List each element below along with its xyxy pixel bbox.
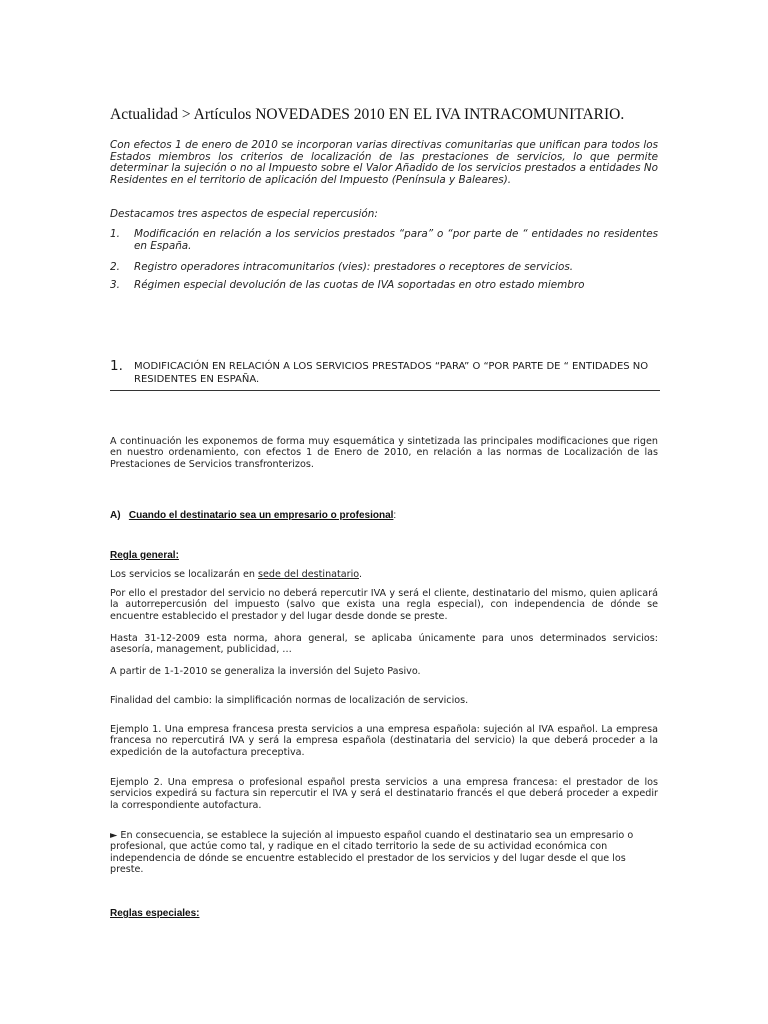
special-rules-label: Reglas especiales: <box>110 908 200 919</box>
general-rule-link: sede del destinatario <box>258 569 359 580</box>
paragraph-purpose: Finalidad del cambio: la simplificación normas de localización de servicios. <box>110 695 469 706</box>
aspect-item-2 <box>110 262 658 274</box>
section-intro-paragraph: A continuación les exponemos de forma muy esquemática y sintetizada las principales modificaciones que rigen en nuestro ordenamiento, con efectos 1 de Enero de 2010, en relación a las normas de Localización de las Prestaciones de Servicios transfronterizos. <box>110 436 658 470</box>
paragraph-reverse-charge: Por ello el prestador del servicio no deberá repercutir IVA y será el cliente, destinatario del mismo, quien aplicará la autorrepercusión del impuesto (salvo que exista una regla especial), con independencia de dónde se encuentre establecido el prestador y del lugar desde donde se preste. <box>110 588 658 622</box>
general-rule-prefix: Los servicios se localizarán en <box>110 569 259 580</box>
paragraph-previous-rule: Hasta 31-12-2009 esta norma, ahora general, se aplicaba únicamente para unos determinados servicios: asesoría, management, publicidad, … <box>110 633 658 656</box>
paragraph-example-1: Ejemplo 1. Una empresa francesa presta servicios a una empresa española: sujeción al IVA español. La empresa francesa no repercutirá IVA y será la empresa española (destinataria del servicio) la que deberá proceder a la expedición de la autofactura preceptiva. <box>110 724 658 758</box>
general-rule-paragraph <box>110 569 658 580</box>
subsection-a-label: A) <box>110 510 121 521</box>
paragraph-from-2010: A partir de 1-1-2010 se generaliza la inversión del Sujeto Pasivo. <box>110 666 421 677</box>
aspect-number: 3. <box>110 279 120 291</box>
section-title: MODIFICACIÓN EN RELACIÓN A LOS SERVICIOS PRESTADOS “PARA” O “POR PARTE DE “ ENTIDADES NO RESIDENTES EN ESPAÑA. <box>134 361 649 385</box>
paragraph-example-2: Ejemplo 2. Una empresa o profesional español presta servicios a una empresa francesa: el prestador de los servicios expedirá su factura sin repercutir el IVA y será el destinatario francés el que deberá proceder a expedir la correspondiente autofactura. <box>110 777 658 811</box>
subsection-a-text: Cuando el destinatario sea un empresario o profesional <box>128 510 394 521</box>
aspect-text: Registro operadores intracomunitarios (vies): prestadores o receptores de servicios. <box>134 261 574 273</box>
highlight-heading: Destacamos tres aspectos de especial repercusión: <box>110 208 378 220</box>
section-heading <box>110 358 660 391</box>
subsection-a-heading <box>110 510 658 521</box>
subsection-a-suffix: : <box>393 510 397 521</box>
aspect-item-1 <box>110 229 658 252</box>
section-number: 1. <box>110 358 123 374</box>
intro-paragraph: Con efectos 1 de enero de 2010 se incorporan varias directivas comunitarias que unifican para todos los Estados miembros los criterios de localización de las prestaciones de servicios, lo que permite determinar la sujeción o no al Impuesto sobre el Valor Añadido de los servicios prestados a entidades No Residentes en el territorio de aplicación del Impuesto (Península y Baleares). <box>110 139 658 186</box>
aspect-number: 1. <box>110 228 120 240</box>
paragraph-consequence: ► En consecuencia, se establece la sujeción al impuesto español cuando el destinatario sea un empresario o profesional, que actúe como tal, y radique en el citado territorio la sede de su actividad económica con independencia de dónde se encuentre establecido el prestador de los servicios y del lugar desde el que los preste. <box>110 830 634 876</box>
aspect-number: 2. <box>110 261 120 273</box>
aspect-text: Modificación en relación a los servicios prestados “para” o “por parte de “ entidades no residentes en España. <box>134 228 658 252</box>
general-rule-label: Regla general: <box>110 550 179 561</box>
aspect-item-3 <box>110 280 658 292</box>
page-title: Actualidad > Artículos NOVEDADES 2010 EN EL IVA INTRACOMUNITARIO. <box>110 106 625 123</box>
general-rule-suffix: . <box>359 569 363 580</box>
aspect-text: Régimen especial devolución de las cuotas de IVA soportadas en otro estado miembro <box>134 279 585 291</box>
